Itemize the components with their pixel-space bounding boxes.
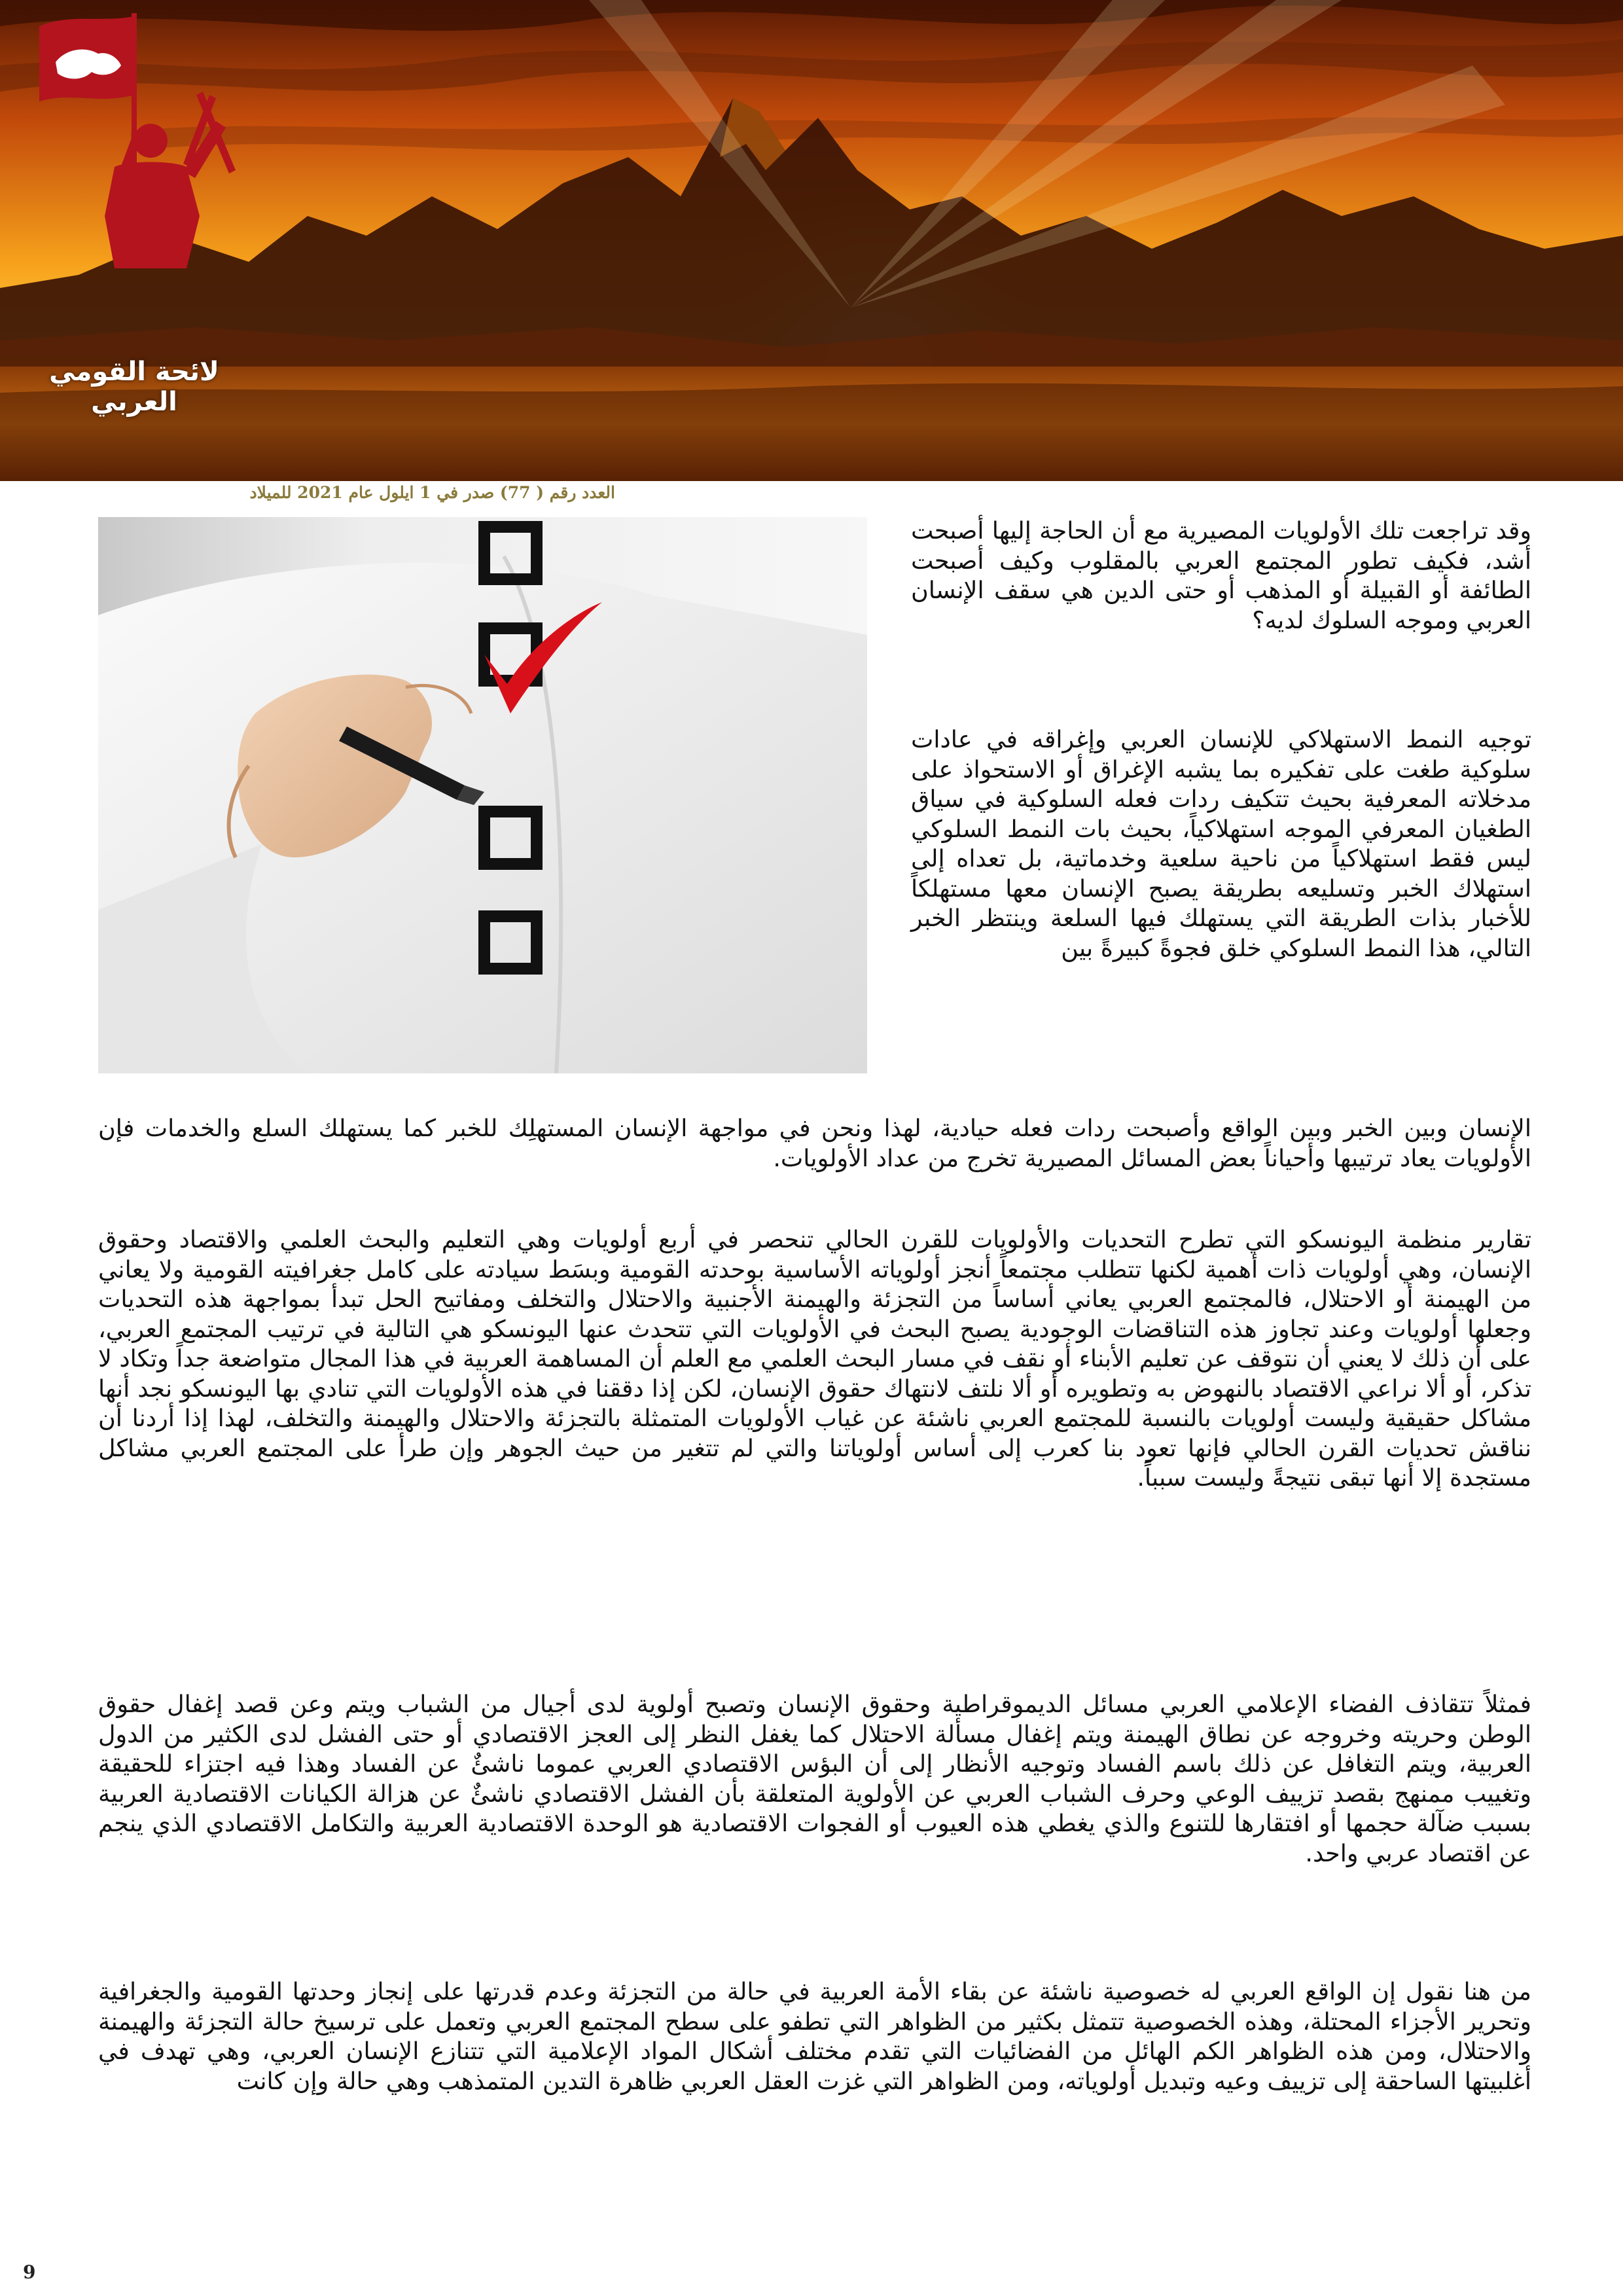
logo-emblem	[0, 0, 249, 275]
issue-line: العدد رقم ( 77) صدر في 1 ايلول عام 2021 للميلاد	[249, 483, 615, 502]
paragraph-1: وقد تراجعت تلك الأولويات المصيرية مع أن الحاجة إليها أصبحت أشد، فكيف تطور المجتمع العربي بالمقلوب وكيف أصبحت الطائفة أو القبيلة أو المذهب أو حتى الدين هي سقف الإنسان العربي وموجه السلوك لديه؟	[911, 516, 1531, 634]
paragraph-2-top: توجيه النمط الاستهلاكي للإنسان العربي وإغراقه في عادات سلوكية طغت على تفكيره بما يشبه الإغراق أو الاستحواذ على مدخلاته المعرفية بحيث تتكيف ردات فعله السلوكية في سياق الطغيان المعرفي الموجه استهلاكياً، بحيث بات النمط السلوكي ليس فقط استهلاكياً من ناحية سلعية وخدماتية، بل تعداه إلى استهلاك الخبر وتسليعه بطريقة يصبح الإنسان معها مستهلكاً للأخبار بذات الطريقة التي يستهلك فيها السلعة وينتظر الخبر التالي، هذا النمط السلوكي خلق فجوةً كبيرةً بين	[911, 725, 1531, 962]
paragraph-4: فمثلاً تتقاذف الفضاء الإعلامي العربي مسائل الديموقراطية وحقوق الإنسان وتصبح أولوية لدى أجيال من الشباب ويتم وعن قصد إغفال حقوق الوطن وحريته وخروجه عن نطاق الهيمنة ويتم إغفال مسألة الاحتلال كما يغفل النظر إلى العجز الاقتصادي أو حتى الفشل لدى الكثير من الدول العربية، ويتم التغافل عن ذلك باسم الفساد وتوجيه الأنظار إلى أن البؤس الاقتصادي العربي عموما ناشئٌ عن الفساد وهذا فيه اجتزاء للحقيقة وتغييب ممنهج بقصد تزييف الوعي وحرف الشباب العربي عن الأولوية المتعلقة بأن الفشل الاقتصادي ناشئٌ عن هزالة الكيانات الاقتصادية العربية بسبب ضآلة حجمها أو افتقارها للتنوع والذي يغطي هذه العيوب أو الفجوات الاقتصادية هو الوحدة الاقتصادية العربية والتكامل الاقتصادي الذي ينجم عن اقتصاد عربي واحد.	[98, 1690, 1531, 1867]
header-banner	[0, 0, 1623, 481]
logo-text: لائحة القومي العربي	[49, 357, 219, 417]
checklist-photo	[98, 517, 867, 1073]
paragraph-5: من هنا نقول إن الواقع العربي له خصوصية ناشئة عن بقاء الأمة العربية في حالة من التجزئة وعدم قدرتها على إنجاز وحدتها القومية والجغرافية وتحرير الأجزاء المحتلة، وهذه الخصوصية تتمثل بكثير من الظواهر التي تطفو على سطح المجتمع العربي وتعمل على ترسيخ حالة التجزئة والهيمنة والاحتلال، ومن هذه الظواهر الكم الهائل من الفضائيات التي تقدم مختلف أشكال المواد الإعلامية التي تتنازع الإنسان العربي، وهي تهدف في أغلبيتها الساحقة إلى تزييف وعيه وتبديل أولوياته، ومن الظواهر التي غزت العقل العربي ظاهرة التدين المتمذهب وهي حالة وإن كانت	[98, 1977, 1531, 2095]
paragraph-2-bottom: الإنسان وبين الخبر وبين الواقع وأصبحت ردات فعله حيادية، لهذا ونحن في مواجهة الإنسان المستهلِك للخبر كما يستهلك السلع والخدمات فإن الأولويات يعاد ترتيبها وأحياناً بعض المسائل المصيرية تخرج من عداد الأولويات.	[98, 1114, 1531, 1172]
paragraph-3: تقارير منظمة اليونسكو التي تطرح التحديات والأولويات للقرن الحالي تنحصر في أربع أولويات وهي التعليم والبحث العلمي والاقتصاد وحقوق الإنسان، وهي أولويات ذات أهمية لكنها تتطلب مجتمعاً أنجز أولوياته الأساسية بوحدته القومية وبسَط سيادته على كامل جغرافيته القومية ولا يعاني من الهيمنة أو الاحتلال، فالمجتمع العربي يعاني أساساً من التجزئة والهيمنة الأجنبية والاحتلال والتخلف ومفاتيح الحل تبدأ بمواجهة هذه التحديات وجعلها أولويات وعند تجاوز هذه التناقضات الوجودية يصبح البحث في الأولويات التي تتحدث عنها اليونسكو هي التالية في ترتيب المجتمع العربي، على أن ذلك لا يعني أن نتوقف عن تعليم الأبناء أو نقف في مسار البحث العلمي مع العلم أن المساهمة العربية في هذا المجال متواضعة جداً وتكاد لا تذكر، أو ألا نراعي الاقتصاد بالنهوض به وتطويره أو ألا نلتف لانتهاك حقوق الإنسان، لكن إذا دققنا في هذه الأولويات التي تنادي بها اليونسكو نجد أنها مشاكل حقيقية وليست أولويات بالنسبة للمجتمع العربي ناشئة عن غياب الأولويات المتمثلة بالتجزئة والاحتلال والهيمنة والتخلف، لهذا إذا أردنا أن نناقش تحديات القرن الحالي فإنها تعود بنا كعرب إلى أساس أولوياتنا والتي لم تتغير من حيث الجوهر وإن طرأ على المجتمع العربي مشاكل مستجدة إلا أنها تبقى نتيجةً وليست سبباً.	[98, 1225, 1531, 1492]
page-number: 9	[23, 2261, 36, 2283]
checklist-image	[98, 517, 867, 1073]
